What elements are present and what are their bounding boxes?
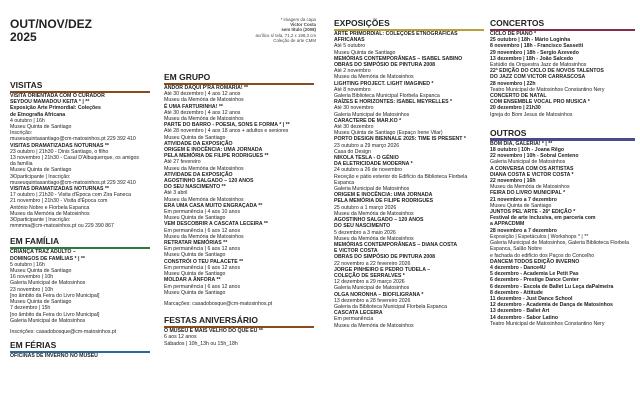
- event-line: Museu Quinta de Santiago: [164, 134, 226, 141]
- event-line: Museu Quinta de Santiago: [164, 215, 226, 222]
- event-line: DANCEM TODOS EDIÇÃO INVERNO: [490, 258, 580, 265]
- event-line: 23 outubro a 29 março 2026: [334, 142, 400, 149]
- event-line: 28 novembro | 22h: [490, 80, 536, 87]
- event-line: Igreja do Bom Jesus de Matosinhos: [490, 111, 573, 118]
- event-line: Até 5 outubro: [334, 43, 366, 50]
- section-title: OUTROS: [490, 127, 527, 138]
- section-festas: [164, 315, 314, 325]
- event-line: Em permanência | 6 aos 12 anos: [164, 227, 241, 234]
- event-line: Teatro Municipal de Matosinhos Constantino Nery: [490, 320, 605, 327]
- visitas-list: [10, 93, 150, 229]
- cover-line: * imagem da capa: [280, 17, 316, 22]
- cover-line: Victor Costa: [290, 22, 316, 28]
- section-title: EM FÉRIAS: [10, 340, 57, 351]
- event-line: Sábados | 10h_13h ou 15h_18h: [164, 340, 238, 347]
- section-bar: [334, 29, 484, 32]
- event-line: 13 novembro | 21h30 - Casal D'Albuquerque, os amigos: [10, 155, 139, 162]
- event-line: OFICINAS DE INVERNO NO MUSEU: [10, 353, 98, 360]
- event-line: Museu da Memória de Matosinhos: [164, 196, 244, 203]
- event-line: MOLDAR A ÂNFORA **: [164, 277, 221, 284]
- column-3: [334, 18, 484, 329]
- event-line: ORIGEM E INOCÊNCIA: UMA JORNADA: [164, 147, 263, 154]
- event-line: 8 novembro | 18h - Francisco Sassetti: [490, 43, 584, 50]
- event-line: 22 novembro | 10h - Sobral Centeno: [490, 153, 579, 160]
- event-line: CONCERTO DE NATAL: [490, 93, 547, 100]
- event-line: Galeria Municipal de Matosinhos: [10, 280, 86, 287]
- event-line: Museu da Memória de Matosinhos: [334, 74, 414, 81]
- event-line: DIANA COSTA E VICTOR COSTA *: [490, 171, 574, 178]
- section-exposicoes: [334, 18, 484, 28]
- event-line: a APPACDMM: [490, 221, 525, 228]
- event-line: Até 30 novembro: [334, 105, 374, 112]
- event-line: Até 27 fevereiro: [164, 159, 201, 166]
- em-grupo-list: [164, 85, 314, 307]
- event-line: 6 dezembro - Escola de Ballet Lu Leça daPalmeira: [490, 283, 614, 290]
- event-line: Galeria da Biblioteca Municipal Florbela Espanca: [334, 303, 448, 310]
- cover-credit: [246, 17, 316, 43]
- event-line: 13 dezembro - Ballet Art: [490, 308, 550, 315]
- event-line: ARTE PRIMORDIAL: COLEÇÕES ETNOGRÁFICAS: [334, 31, 458, 37]
- event-line: Museu da Memória de Matosinhos: [164, 116, 244, 123]
- event-line: 28 novembro a 7 dezembro: [490, 227, 557, 234]
- event-line: Até 30 dezembro | 4 aos 12 anos: [164, 91, 241, 98]
- event-line: PORTO DESIGN BIENNALE 2025: TIME IS PRESENT *: [334, 136, 466, 143]
- event-line: Museu Quinta de Santiago: [10, 167, 72, 174]
- event-line: DO JAZZ COM VICTOR CARRASCOSA: [490, 74, 586, 81]
- event-line: 6 aos 12 anos: [164, 334, 197, 341]
- event-line: JUNTOS PEL'ARTE - 26ª EDIÇÃO *: [490, 209, 576, 216]
- event-line: Museu da Memória de Matosinhos: [164, 97, 244, 104]
- event-line: 25 outubro a 1 março 2026: [334, 204, 397, 211]
- event-line: DO SEU NASCIMENTO: [334, 223, 391, 230]
- section-bar: [490, 138, 635, 141]
- event-line: Até 30 dezembro | 4 aos 12 anos: [164, 109, 241, 116]
- exposicoes-list: [334, 31, 484, 329]
- event-line: ANDOR DAQUI P'RA ROMARIA! **: [164, 85, 249, 91]
- event-line: Museu Quinta de Santiago: [10, 299, 72, 306]
- event-line: JORGE PINHEIRO E PEDRO TUDELA –: [334, 266, 431, 273]
- cover-line: sem título (2008): [281, 27, 316, 33]
- column-1: [10, 0, 150, 359]
- section-bar: [10, 351, 150, 354]
- event-line: CONSTRÓI O TEU PALACETE **: [164, 258, 244, 265]
- event-line: Museu da Memória de Matosinhos: [164, 165, 244, 172]
- event-line: PELA MEMÓRIA DE FILIPE RODRIGUES **: [164, 153, 269, 160]
- event-line: Casa do Design: [334, 148, 371, 155]
- event-line: António Nobre e Florbela Espanca: [10, 204, 90, 211]
- event-line: ATIVIDADE DA EXPOSIÇÃO: [164, 171, 233, 178]
- event-line: Em permanência | 6 aos 12 anos: [164, 283, 241, 290]
- event-line: Festival de arte inclusiva, em parceria com: [490, 215, 596, 222]
- event-line: Museu da Memória de Matosinhos: [334, 235, 414, 242]
- event-line: e fachada do edifício dos Paços do Concelho: [490, 252, 595, 259]
- event-line: Teatro Municipal de Matosinhos Constantino Nery: [490, 86, 605, 93]
- event-line: VISITAS DRAMATIZADAS NOTURNAS **: [10, 142, 109, 149]
- section-title: CONCERTOS: [490, 18, 545, 28]
- event-line: VISITA ORIENTADA COM O CURADOR: [10, 93, 105, 99]
- section-concertos: [490, 18, 635, 28]
- em-ferias-list: [10, 353, 150, 359]
- event-line: RAÍZES E HORIZONTES: ISABEL MEYRELLES *: [334, 99, 453, 106]
- festas-list: [164, 328, 314, 347]
- section-bar: [10, 91, 150, 94]
- cover-line: acrílico s/ tela, 71,2 x 198,3 cm: [255, 32, 316, 38]
- event-line: Museu Quinta de Santiago: [164, 271, 226, 278]
- event-line: Museu Quinta de Santiago: [334, 49, 396, 56]
- event-line: Galeria Biblioteca Municipal Florbela Espanca: [334, 93, 440, 100]
- outros-list: [490, 141, 635, 327]
- event-line: Museu Quinta de Santiago: [10, 124, 72, 131]
- event-line: AFRICANAS: [334, 37, 365, 44]
- event-line: AGOSTINHO SALGADO – 120 ANOS: [164, 178, 254, 185]
- event-line: 24 outubro a 26 de novembro: [334, 167, 403, 174]
- section-visitas: [10, 80, 150, 90]
- section-title: FESTAS ANIVERSÁRIO: [164, 315, 258, 326]
- event-line: Galeria Municipal de Matosinhos: [334, 186, 410, 193]
- event-line: VEM DESCOBRIR A CASCATA LECEIRA **: [164, 221, 268, 228]
- event-line: 12 dezembro a 29 março 2026: [334, 279, 405, 286]
- event-line: 13 dezembro a 28 fevereiro 2026: [334, 297, 411, 304]
- section-bar: [164, 83, 314, 86]
- event-line: ERA UMA CASA MUITO ENGRAÇADA **: [164, 202, 263, 209]
- event-line: da família: [10, 161, 33, 168]
- event-line: FEIRA DO LIVRO MUNICIPAL *: [490, 190, 566, 197]
- event-line: Museu da Memória de Matosinhos: [10, 210, 90, 217]
- event-line: Exposição Arte Primordial: Coleções: [10, 105, 101, 112]
- event-line: CICLO DE PIANO *: [490, 31, 537, 37]
- event-line: Museu Quinta de Santiago: [164, 252, 226, 259]
- section-title: EM FAMÍLIA: [10, 236, 60, 247]
- event-line: de Etnografia Africana: [10, 111, 66, 118]
- event-line: 6 dezembro - Prestige Dance Center: [490, 277, 579, 284]
- event-line: Em permanência | 6 aos 12 anos: [164, 246, 241, 253]
- event-line: Até 2 novembro: [334, 68, 371, 75]
- event-line: 23 outubro | 21h30 - Dinis Santiago, o filho: [10, 148, 109, 155]
- event-line: 4 outubro | 16h: [10, 117, 45, 124]
- event-line: [no âmbito da Feira do Livro Municipal]: [10, 292, 100, 299]
- event-line: 18 outubro | 10h - Joana Rêgo: [490, 147, 565, 154]
- event-line: museuquintasantiago@cm-matosinhos.pt 229 392 410: [10, 136, 136, 143]
- event-line: 8 dezembro - Attitude: [490, 289, 543, 296]
- page-title: [10, 18, 150, 44]
- event-line: A CONVERSA COM OS ARTISTAS: [490, 165, 574, 172]
- event-line: Museu da Memória de Matosinhos: [334, 322, 414, 329]
- event-line: NIKOLA TESLA - O GÉNIO: [334, 155, 399, 162]
- event-line: Galeria Municipal de Matosinhos: [10, 317, 86, 324]
- column-4: [490, 18, 635, 327]
- event-line: 17 outubro | 21h30 - Visita d'Época com Zira Faneca: [10, 192, 132, 199]
- event-line: 5 dezembro a 3 maio 2026: [334, 229, 396, 236]
- event-line: RETRATAR MEMÓRIAS **: [164, 240, 228, 247]
- event-line: 21 novembro a 7 dezembro: [490, 196, 557, 203]
- event-line: Museu Quinta de Santiago: [164, 289, 226, 296]
- event-line: Inscrição:: [10, 130, 33, 137]
- event-line: MEMÓRIAS CONTEMPORÂNEAS – DIANA COSTA: [334, 241, 458, 248]
- event-line: ATIVIDADE DA EXPOSIÇÃO: [164, 140, 233, 147]
- event-line: Até 8 novembro: [334, 86, 371, 93]
- event-line: 3€/participante | Inscrição:: [10, 173, 71, 180]
- event-line: Exposição | Espetáculos | Workshops * | **: [490, 233, 589, 240]
- event-line: PARTE DO BARRO - POESIA, SONS E FORMA * | **: [164, 122, 290, 129]
- event-line: 22ª EDIÇÃO DO CICLO DE NOVOS TALENTOS: [490, 68, 604, 75]
- section-bar: [164, 326, 314, 329]
- event-line: AGOSTINHO SALGADO – 120 ANOS: [334, 217, 424, 224]
- section-em-grupo: [164, 72, 314, 82]
- event-line: Até 30 dezembro: [334, 124, 374, 131]
- event-line: CRIANÇA TRAZ ADULTO –: [10, 249, 76, 256]
- event-line: Galeria Municipal de Matosinhos: [490, 159, 566, 166]
- event-line: COM ENSEMBLE VOCAL PRO MUSICA *: [490, 99, 590, 106]
- event-line: Museu da Memória de Matosinhos: [334, 210, 414, 217]
- event-line: CARACTERE DE MAR.KO *: [334, 117, 402, 124]
- section-title: EXPOSIÇÕES: [334, 18, 390, 28]
- event-line: É UMA FARTURINHA! **: [164, 103, 223, 110]
- event-line: Receção e pátio exterior do Edifício da Biblioteca Florbela Espanca: [334, 173, 468, 186]
- event-line: ORIGEM E INOCÊNCIA: UMA JORNADA: [334, 192, 433, 199]
- concertos-list: [490, 31, 635, 118]
- event-line: BOM DIA, GALERIA! * | **: [490, 140, 553, 147]
- section-em-ferias: [10, 340, 150, 350]
- event-line: CASCATA LECEIRA: [334, 310, 383, 317]
- event-line: DO SEU NASCIMENTO **: [164, 184, 226, 191]
- event-line: Galeria Municipal de Matosinhos: [334, 111, 410, 118]
- event-line: 13 dezembro | 18h - João Salcedo: [490, 55, 574, 62]
- event-line: 4 dezembro - Dance4U: [490, 264, 546, 271]
- cover-line: Coleção de arte CMM: [273, 37, 316, 43]
- event-line: 11 dezembro - Just Dance School: [490, 295, 573, 302]
- title-line-2: 2025: [10, 30, 37, 44]
- event-line: VISITAS DRAMATIZADAS NOTURNAS **: [10, 186, 109, 193]
- event-line: Museu Quinta de Santiago (Espaço Irene Vilar): [334, 130, 443, 137]
- event-line: [no âmbito da Feira do Livro Municipal]: [10, 311, 100, 318]
- event-line: Em permanência: [334, 316, 374, 323]
- event-line: MEMÓRIAS CONTEMPORÂNEAS – ISABEL SABINO: [334, 55, 463, 62]
- event-line: PELA MEMÓRIA DE FILIPE RODRIGUES: [334, 198, 434, 205]
- event-line: Galeria Municipal de Matosinhos: [334, 285, 410, 292]
- title-line-1: OUT/NOV/DEZ: [10, 17, 93, 31]
- event-line: OBRAS DO SIMPÓSIO DE PINTURA 2008: [334, 254, 435, 261]
- event-line: Museu Quinta de Santiago: [10, 268, 72, 275]
- event-line: Em permanência | 6 aos 12 anos: [164, 264, 241, 271]
- event-line: Em permanência | 4 aos 10 anos: [164, 209, 241, 216]
- section-bar: [490, 29, 635, 32]
- event-line: Até 3 abril: [164, 190, 188, 197]
- event-line: COLEÇÃO DE SERRALVES *: [334, 272, 405, 279]
- event-line: 5 outubro | 16h: [10, 261, 45, 268]
- event-line: 14 dezembro - Sabor Latino: [490, 314, 559, 321]
- section-title: VISITAS: [10, 80, 43, 90]
- event-line: OBRAS DO SIMPÓSIO DE PINTURA 2008: [334, 62, 435, 69]
- event-line: 25 outubro | 18h - Mário Loginha: [490, 37, 571, 44]
- event-line: 29 novembro | 18h - Sergio Azevedo: [490, 49, 579, 56]
- event-line: 3€/participante | Inscrição:: [10, 217, 71, 224]
- event-line: 21 novembro | 21h30 - Visita d'Época com: [10, 198, 108, 205]
- event-line: E VICTOR COSTA: [334, 248, 378, 255]
- event-line: Museu da Memória de Matosinhos: [490, 184, 570, 191]
- event-line: Museu da Memória de Matosinhos: [164, 233, 244, 240]
- em-familia-list: [10, 249, 150, 335]
- event-line: DOMINGOS DE FAMÍLIAS * | **: [10, 255, 85, 262]
- event-line: 5 dezembro - Academia Le Petit Pas: [490, 271, 579, 278]
- section-em-familia: [10, 236, 150, 246]
- event-line: museuquintasantiago@cm-matosinhos.pt 229 392 410: [10, 179, 136, 186]
- event-line: 23 novembro | 10h: [10, 286, 54, 293]
- event-line: Marcações: casadobosque@cm-matosinhos.pt: [164, 300, 273, 307]
- event-line: 12 dezembro - Academia de Dança de Matosinhos: [490, 302, 613, 309]
- event-line: Inscrições: casadobosque@cm-matosinhos.pt: [10, 328, 117, 335]
- event-line: 16 novembro | 10h: [10, 274, 54, 281]
- event-line: DA ELETRICIDADE MODERNA *: [334, 161, 413, 168]
- section-bar: [10, 247, 150, 250]
- event-line: Até 28 novembro | 4 aos 18 anos + adultos e seniores: [164, 128, 289, 135]
- event-line: mmmma@cm-matosinhos.pt ou 229 390 867: [10, 223, 114, 230]
- event-line: Estúdio da Orquestra Jazz de Matosinhos: [490, 62, 587, 69]
- event-line: 22 novembro a 22 fevereiro 2026: [334, 260, 411, 267]
- event-line: 20 dezembro | 21h30: [490, 105, 541, 112]
- event-line: LIGHTING PROJECT. LIGHT IMAGINED *: [334, 80, 434, 87]
- event-line: O MUSEU É MAIS VELHO DO QUE EU **: [164, 328, 263, 335]
- event-line: Museu Quinta de Santiago: [490, 202, 552, 209]
- column-2: [164, 72, 314, 347]
- event-line: 7 dezembro | 15h: [10, 305, 51, 312]
- event-line: OLGA NORONHA – BIOFILIGRANA *: [334, 291, 424, 298]
- section-title: EM GRUPO: [164, 72, 211, 82]
- section-outros: [490, 128, 635, 138]
- event-line: Galeria Municipal de Matosinhos, Galeria Biblioteca Florbela Espanca, Salão Nobre: [490, 240, 629, 253]
- event-line: SEYDOU MAMADOU KEITA * | **: [10, 99, 90, 106]
- event-line: 22 novembro | 16h: [490, 178, 536, 185]
